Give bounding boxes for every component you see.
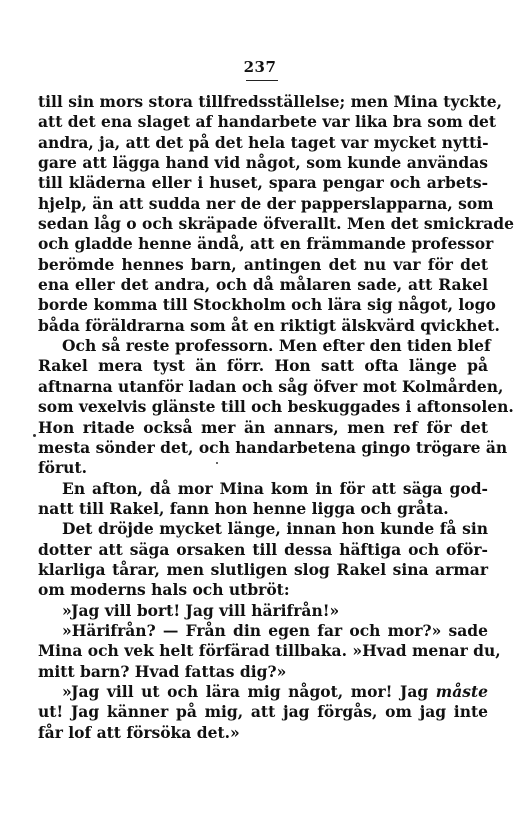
text-line: En afton, då mor Mina kom in för att säga god-	[62, 478, 488, 498]
page-number: 237	[243, 58, 277, 76]
text-line: hjelp, än att sudda ner de der papperslapparna, som	[38, 193, 494, 213]
text-line: andra, ja, att det på det hela taget var mycket nytti-	[38, 132, 489, 152]
text-line: förut.	[38, 458, 87, 478]
text-line: mesta sönder det, och handarbetena gingo trögare än	[38, 437, 508, 457]
text-line: till kläderna eller i huset, spara pengar och arbets-	[38, 173, 488, 193]
text-line: aftnarna utanför ladan och såg öfver mot Kolmården,	[38, 376, 504, 396]
text-line: om moderns hals och utbröt:	[38, 580, 290, 600]
text-line: och gladde henne ändå, att en främmande professor	[38, 234, 494, 254]
body-text	[38, 92, 514, 743]
text-line: Hon ritade också mer än annars, men ref för det	[38, 417, 488, 437]
text-line: natt till Rakel, fann hon henne ligga och gråta.	[38, 498, 449, 518]
text-line: att det ena slaget af handarbete var lika bra som det	[38, 112, 497, 132]
page-number-rule	[246, 80, 278, 81]
text-line: gare att lägga hand vid något, som kunde användas	[38, 153, 488, 173]
text-line: får lof att försöka det.»	[38, 722, 240, 742]
text-line: båda föräldrarna som åt en riktigt älskvärd qvickhet.	[38, 315, 500, 335]
text-line: Rakel mera tyst än förr. Hon satt ofta länge på	[38, 356, 488, 376]
text-line: Det dröjde mycket länge, innan hon kunde få sin	[62, 519, 488, 539]
text-line: »Jag vill ut och lära mig något, mor! Jag måste	[62, 681, 488, 701]
print-speck	[33, 434, 36, 437]
text-line: »Härifrån? — Från din egen far och mor?» sade	[62, 620, 488, 640]
text-line: som vexelvis glänste till och beskuggades i aftonsolen.	[38, 397, 514, 417]
text-line: klarliga tårar, men slutligen slog Rakel sina armar	[38, 559, 488, 579]
text-line: ena eller det andra, och då målaren sade, att Rakel	[38, 275, 488, 295]
text-line: Mina och vek helt förfärad tillbaka. »Hvad menar du,	[38, 641, 501, 661]
text-line: berömde hennes barn, antingen det nu var för det	[38, 254, 488, 274]
text-line: till sin mors stora tillfredsställelse; men Mina tyckte,	[38, 92, 503, 111]
text-line: dotter att säga orsaken till dessa häftiga och oför-	[38, 539, 488, 559]
text-line: ut! Jag känner på mig, att jag förgås, om jag inte	[38, 702, 488, 722]
text-line: borde komma till Stockholm och lära sig något, logo	[38, 295, 496, 315]
text-line: mitt barn? Hvad fattas dig?»	[38, 661, 287, 681]
print-speck	[216, 462, 218, 464]
text-line: Och så reste professorn. Men efter den tiden blef	[62, 336, 491, 356]
text-line: »Jag vill bort! Jag vill härifrån!»	[62, 600, 340, 620]
text-line: sedan låg o och skräpade öfverallt. Men det smickrade	[38, 214, 514, 234]
